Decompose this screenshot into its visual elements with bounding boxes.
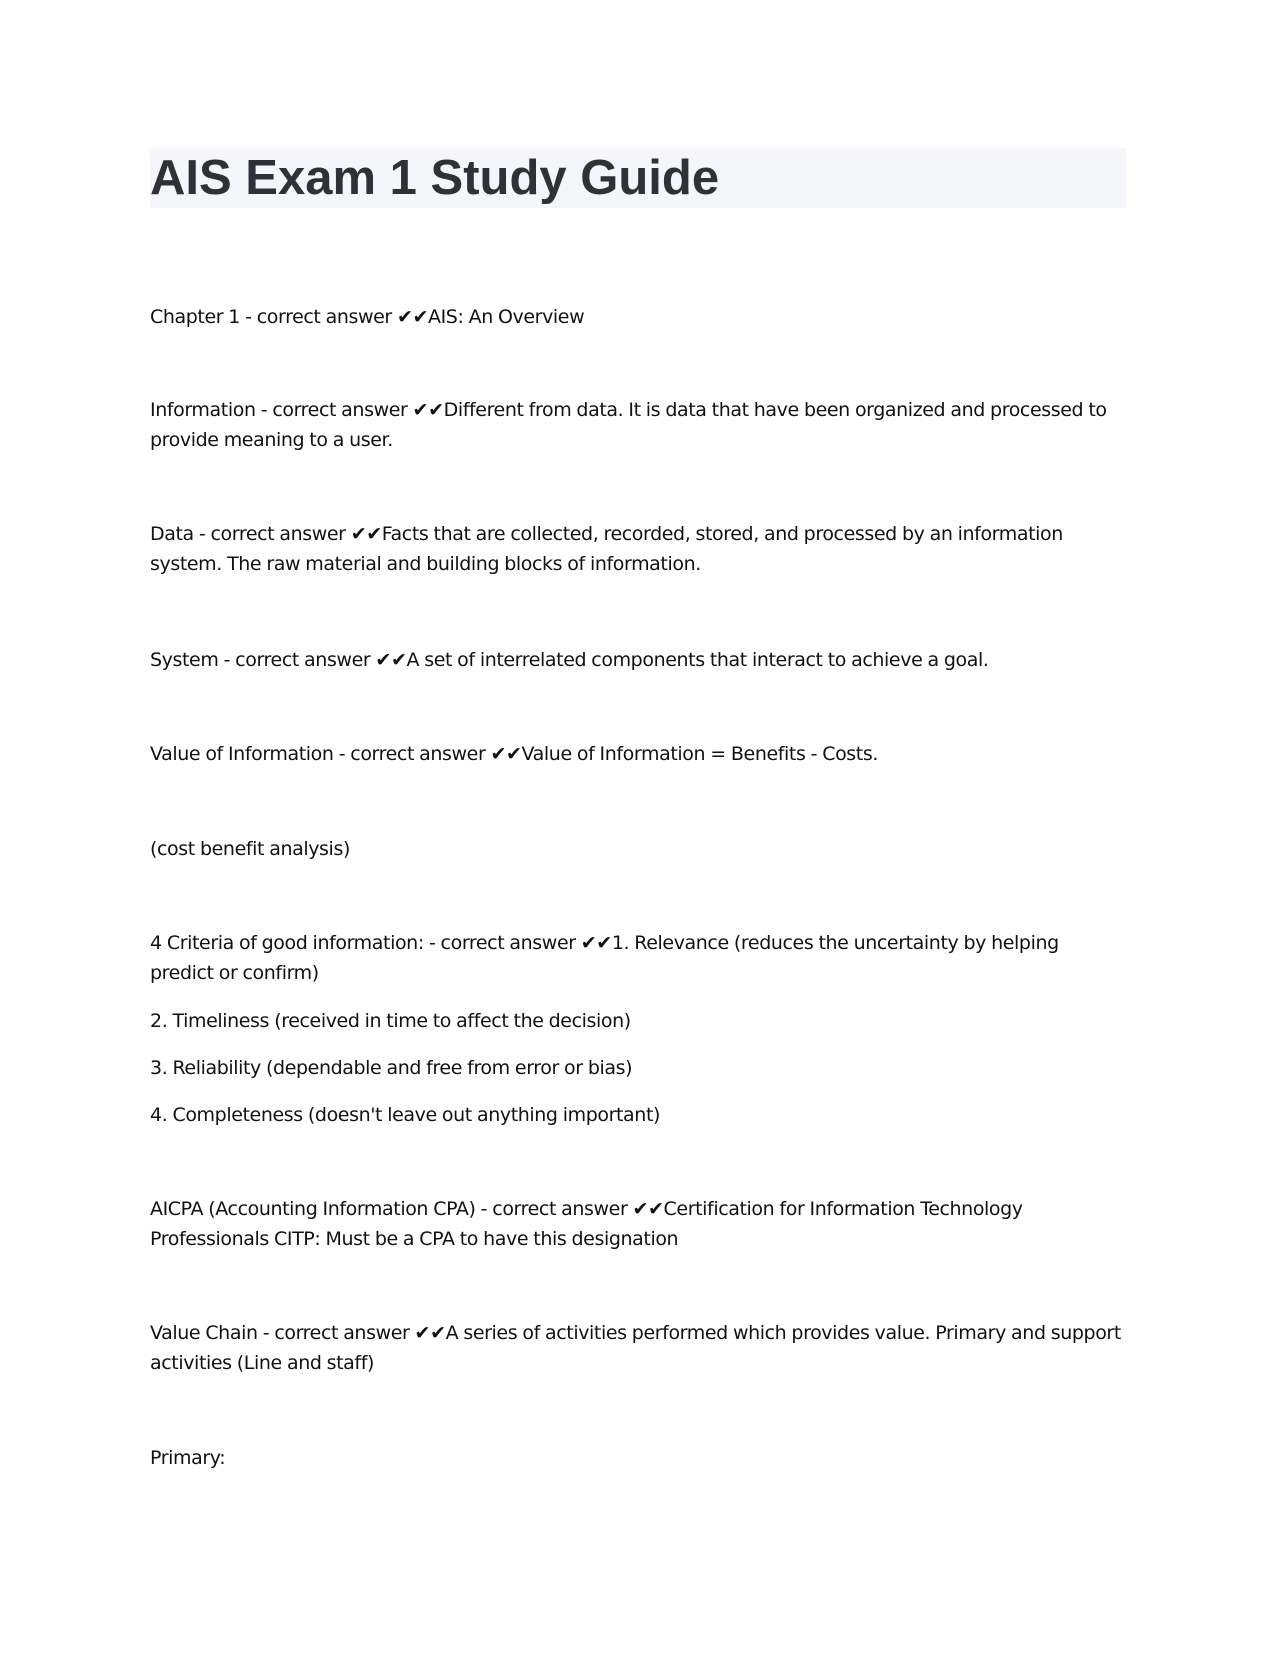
paragraph-information: Information - correct answer ✔✔Different from data. It is data that have been organized and processed to provide meaning to a user. xyxy=(150,399,1107,451)
paragraph-completeness: 4. Completeness (doesn't leave out anything important) xyxy=(150,1104,661,1126)
paragraph-system: System - correct answer ✔✔A set of interrelated components that interact to achieve a goal. xyxy=(150,649,989,671)
page-title: AIS Exam 1 Study Guide xyxy=(150,148,1126,208)
paragraph-chapter-1: Chapter 1 - correct answer ✔✔AIS: An Overview xyxy=(150,306,585,328)
paragraph-aicpa: AICPA (Accounting Information CPA) - correct answer ✔✔Certification for Information Technology Professionals CITP: Must be a CPA to have this designation xyxy=(150,1198,1023,1250)
paragraph-value-chain: Value Chain - correct answer ✔✔A series of activities performed which provides value. Primary and support activities (Line and staff) xyxy=(150,1322,1121,1374)
paragraph-criteria: 4 Criteria of good information: - correct answer ✔✔1. Relevance (reduces the uncertainty by helping predict or confirm) xyxy=(150,932,1059,984)
paragraph-primary: Primary: xyxy=(150,1447,226,1469)
paragraph-cost-benefit: (cost benefit analysis) xyxy=(150,838,350,860)
paragraph-timeliness: 2. Timeliness (received in time to affect the decision) xyxy=(150,1010,631,1032)
paragraph-reliability: 3. Reliability (dependable and free from error or bias) xyxy=(150,1057,633,1079)
paragraph-value-of-information: Value of Information - correct answer ✔✔Value of Information = Benefits - Costs. xyxy=(150,743,878,765)
paragraph-data: Data - correct answer ✔✔Facts that are collected, recorded, stored, and processed by an information system. The raw material and building blocks of information. xyxy=(150,523,1063,575)
